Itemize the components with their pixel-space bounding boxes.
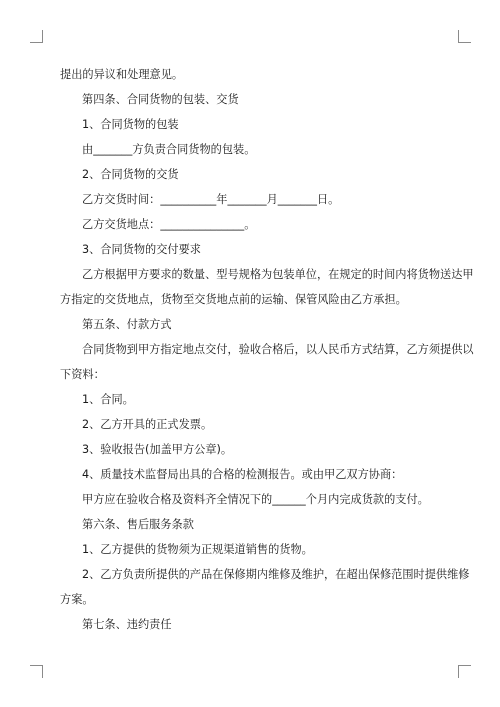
- paragraph-line: 乙方交货地点：_______________。: [82, 218, 256, 231]
- paragraph-line: 提出的异议和处理意见。: [60, 68, 184, 81]
- list-item: 3、验收报告(加盖甲方公章)。: [82, 443, 233, 456]
- paragraph-line: 方案。: [60, 593, 94, 606]
- subsection-heading: 3、合同货物的交付要求: [82, 243, 201, 256]
- list-item: 1、合同。: [82, 393, 134, 406]
- crop-mark-top-right: [458, 30, 471, 43]
- paragraph-line: 下资料：: [60, 368, 105, 381]
- paragraph-line: 乙方根据甲方要求的数量、型号规格为包装单位，在规定的时间内将货物送达甲: [82, 268, 474, 281]
- crop-mark-top-left: [30, 30, 43, 43]
- subsection-heading: 2、合同货物的交货: [82, 168, 179, 181]
- paragraph-line: 甲方应在验收合格及资料齐全情况下的______个月内完成货款的支付。: [82, 493, 429, 506]
- list-item: 2、乙方负责所提供的产品在保修期内维修及维护，在超出保修范围时提供维修: [82, 568, 470, 581]
- paragraph-line: 合同货物到甲方指定地点交付，验收合格后，以人民币方式结算，乙方须提供以: [82, 343, 474, 356]
- paragraph-line: 乙方交货时间：__________年_______月_______日。: [82, 193, 340, 206]
- section-heading: 第五条、付款方式: [82, 318, 172, 331]
- section-heading: 第六条、售后服务条款: [82, 518, 194, 531]
- list-item: 4、质量技术监督局出具的合格的检测报告。或由甲乙双方协商：: [82, 468, 403, 481]
- crop-mark-bottom-right: [458, 665, 471, 678]
- list-item: 1、乙方提供的货物须为正规渠道销售的货物。: [82, 543, 313, 556]
- document-body: [60, 62, 474, 637]
- section-heading: 第七条、违约责任: [82, 618, 172, 631]
- section-heading: 第四条、合同货物的包装、交货: [82, 93, 239, 106]
- paragraph-line: 方指定的交货地点，货物至交货地点前的运输、保管风险由乙方承担。: [60, 293, 407, 306]
- subsection-heading: 1、合同货物的包装: [82, 118, 179, 131]
- paragraph-line: 由_______方负责合同货物的包装。: [82, 143, 256, 156]
- crop-mark-bottom-left: [30, 665, 43, 678]
- list-item: 2、乙方开具的正式发票。: [82, 418, 213, 431]
